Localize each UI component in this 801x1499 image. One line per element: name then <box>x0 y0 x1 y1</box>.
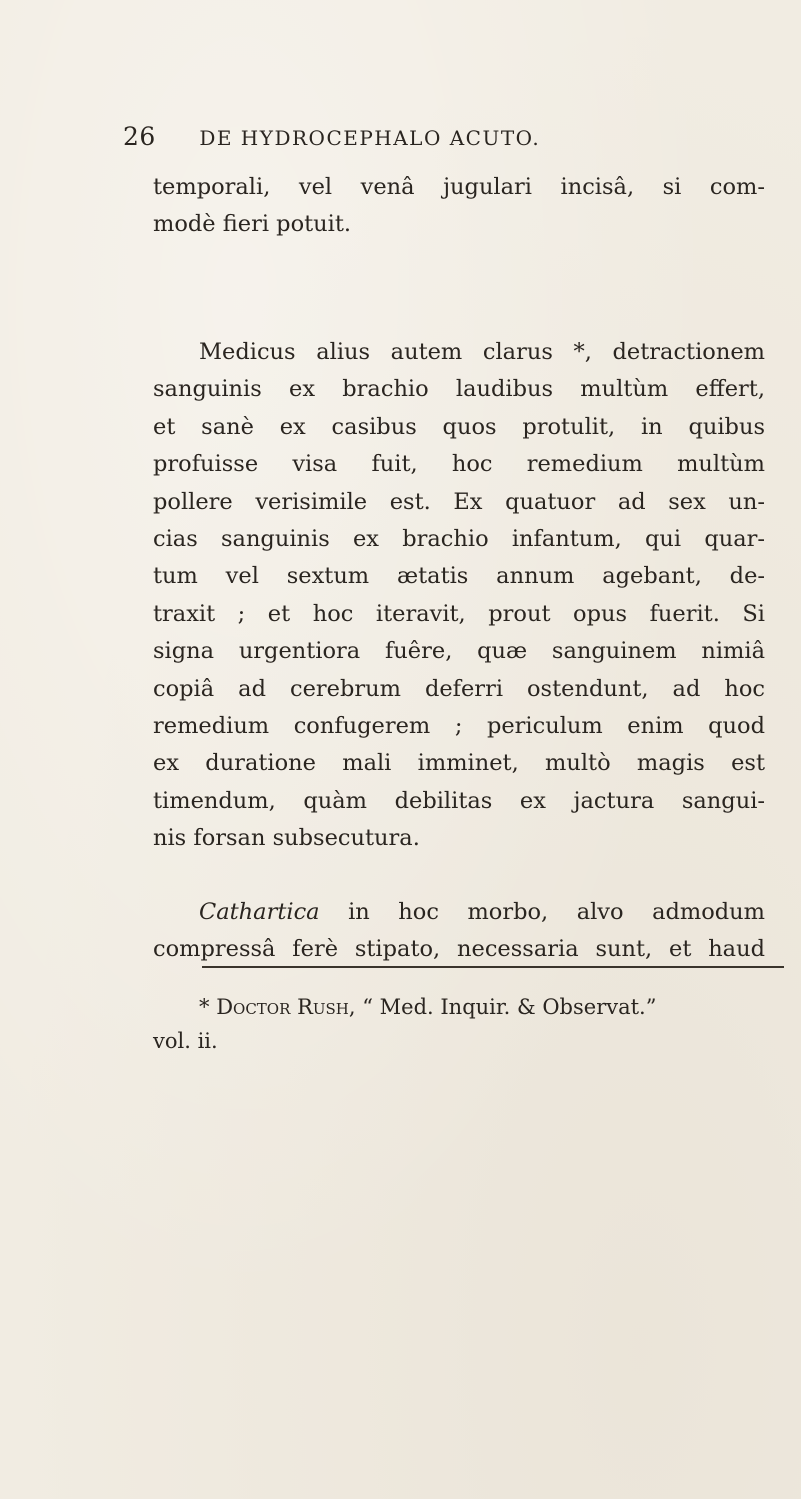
text-line: modè fieri potuit. <box>153 211 352 238</box>
footnote-author: Doctor Rush, <box>216 995 356 1019</box>
text-line: cias sanguinis ex brachio infantum, qui quar- <box>153 525 765 552</box>
text-line: signa urgentiora fuêre, quæ sanguinem nimiâ <box>153 638 765 665</box>
text-line: traxit ; et hoc iteravit, prout opus fuerit. Si <box>153 600 765 627</box>
text-line: tum vel sextum ætatis annum agebant, de- <box>153 563 765 590</box>
running-header <box>123 122 683 151</box>
footnote <box>153 990 765 1058</box>
footnote-continuation: vol. ii. <box>153 1029 218 1053</box>
running-head-title: DE HYDROCEPHALO ACUTO. <box>199 126 541 150</box>
text-line <box>153 894 765 931</box>
text-line: temporali, vel venâ jugulari incisâ, si com- <box>153 174 765 200</box>
footnote-marker: * <box>199 995 210 1019</box>
text-line: nis forsan subsecutura. <box>153 825 420 852</box>
text-line: timendum, quàm debilitas ex jactura sangui- <box>153 787 765 814</box>
paragraph-cathartica <box>153 894 765 969</box>
paragraph-medicus <box>153 334 765 857</box>
text-line: remedium confugerem ; periculum enim quod <box>153 712 765 739</box>
text-line: profuisse visa fuit, hoc remedium multùm <box>153 451 765 478</box>
text-line-rest: in hoc morbo, alvo admodum <box>319 899 765 925</box>
text-line: Medicus alius autem clarus *, detractionem <box>199 339 765 365</box>
text-line: ex duratione mali imminet, multò magis est <box>153 750 765 777</box>
footnote-divider <box>202 966 784 968</box>
text-line: sanguinis ex brachio laudibus multùm effert, <box>153 376 765 403</box>
italic-term: Cathartica <box>199 899 320 925</box>
paragraph-continuation <box>153 169 765 244</box>
text-line: et sanè ex casibus quos protulit, in quibus <box>153 413 765 440</box>
text-line: copiâ ad cerebrum deferri ostendunt, ad hoc <box>153 675 765 702</box>
text-line: pollere verisimile est. Ex quatuor ad sex un- <box>153 488 765 515</box>
text-line: compressâ ferè stipato, necessaria sunt, et haud <box>153 936 765 963</box>
footnote-line <box>153 990 765 1024</box>
page-number: 26 <box>123 122 156 151</box>
footnote-citation: “ Med. Inquir. & Observat.” <box>355 995 657 1019</box>
